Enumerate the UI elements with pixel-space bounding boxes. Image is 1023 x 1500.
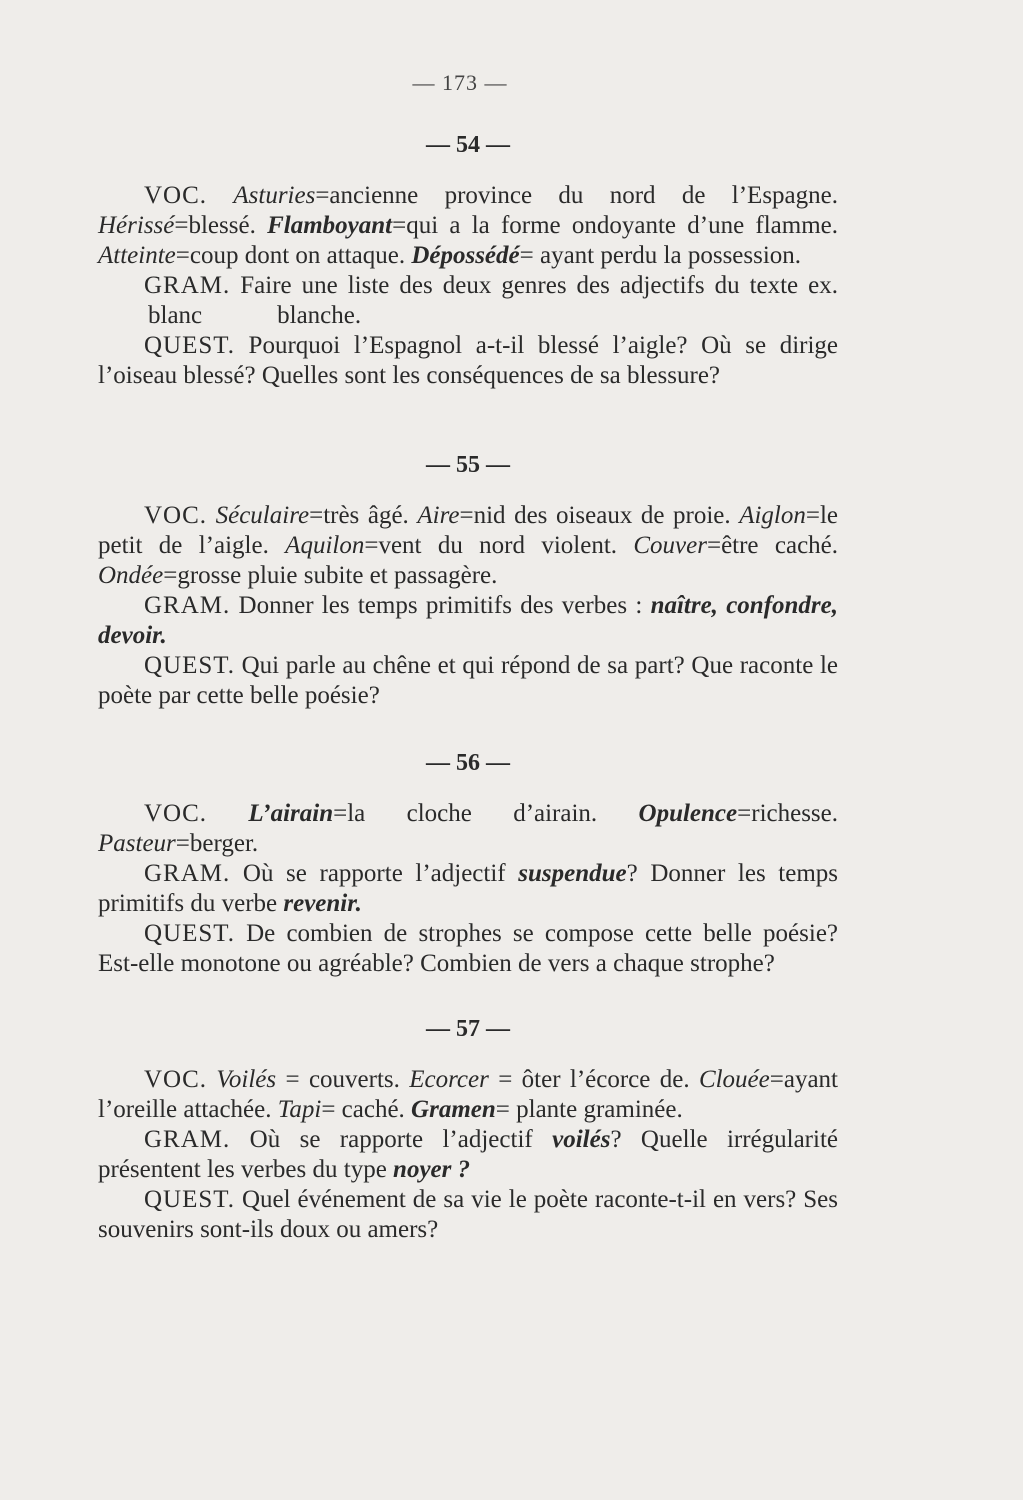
vocab-definition: =le petit de l’aigle.: [98, 502, 839, 559]
vocab-definition: = ayant perdu la possession.: [519, 242, 802, 269]
vocab-definition: =coup dont on attaque.: [175, 242, 406, 269]
vocab-term: Flamboyant: [267, 212, 393, 239]
voc-paragraph: [98, 1065, 838, 1125]
vocab-definition: =berger.: [175, 830, 259, 857]
vocab-term: Ondée: [98, 562, 164, 589]
gram-text: Donner les temps primitifs des verbes :: [238, 592, 643, 619]
vocab-definition: =la cloche d’airain.: [333, 800, 598, 827]
vocab-term: Tapi: [277, 1096, 322, 1123]
gram-text: Où se rapporte l’adjectif: [249, 1126, 533, 1153]
lesson-heading: — 55 —: [426, 452, 510, 478]
gram-example: blanche.: [277, 302, 362, 329]
vocab-term: Gramen: [411, 1096, 496, 1123]
vocab-term: Voilés: [216, 1066, 277, 1093]
lesson-heading: — 54 —: [426, 132, 510, 158]
gram-example: blanc: [148, 302, 203, 329]
vocab-term: Ecorcer: [409, 1066, 489, 1093]
vocab-definition: =qui a la forme ondoyante d’une flamme.: [392, 212, 838, 239]
voc-paragraph: [98, 799, 838, 859]
gram-label: GRAM.: [144, 860, 231, 887]
quest-text: Quel événement de sa vie le poète raconte-t-il en vers? Ses souvenirs sont-ils doux ou amers?: [98, 1186, 839, 1243]
quest-label: QUEST.: [144, 920, 235, 947]
voc-label: VOC.: [144, 800, 208, 827]
vocab-term: Aquilon: [285, 532, 365, 559]
gram-word: voilés: [552, 1126, 611, 1153]
vocab-definition: =blessé.: [174, 212, 256, 239]
gram-paragraph: [98, 1125, 838, 1185]
vocab-definition: = caché.: [321, 1096, 405, 1123]
gram-label: GRAM.: [144, 1126, 231, 1153]
vocab-definition: =nid des oiseaux de proie.: [459, 502, 731, 529]
quest-text: Qui parle au chêne et qui répond de sa part? Que raconte le poète par cette belle poésie?: [98, 652, 838, 709]
quest-paragraph: [98, 1185, 838, 1245]
quest-label: QUEST.: [144, 1186, 235, 1213]
vocab-definition: =richesse.: [737, 800, 839, 827]
vocab-definition: = ôter l’écorce de.: [488, 1066, 690, 1093]
vocab-term: Couver: [633, 532, 707, 559]
vocab-term: Opulence: [638, 800, 738, 827]
lesson-heading: — 56 —: [426, 750, 510, 776]
vocab-term: Pasteur: [98, 830, 176, 857]
gram-text: ? Donner les temps primitifs du verbe: [98, 860, 839, 917]
vocab-term: Aire: [417, 502, 460, 529]
vocab-term: Clouée: [698, 1066, 770, 1093]
voc-label: VOC.: [144, 1066, 208, 1093]
voc-paragraph: [98, 501, 838, 591]
vocab-term: Dépossédé: [411, 242, 520, 269]
vocab-definition: =ayant l’oreille attachée.: [98, 1066, 839, 1123]
quest-label: QUEST.: [144, 652, 235, 679]
lesson-57: [98, 1016, 838, 1245]
quest-paragraph: [98, 919, 838, 979]
vocab-term: Hérissé: [98, 212, 175, 239]
quest-text: De combien de strophes se compose cette belle poésie? Est-elle monotone ou agréable? Combien de vers a chaque strophe?: [98, 920, 839, 977]
vocab-definition: = couverts.: [276, 1066, 400, 1093]
vocab-term: L’airain: [248, 800, 334, 827]
quest-label: QUEST.: [144, 332, 235, 359]
vocab-definition: =vent du nord violent.: [364, 532, 618, 559]
lesson-54: [98, 132, 838, 391]
lesson-heading: — 57 —: [426, 1016, 510, 1042]
vocab-definition: = plante graminée.: [495, 1096, 683, 1123]
gram-text: Faire une liste des deux genres des adjectifs du texte ex.: [240, 272, 838, 299]
gram-paragraph: [98, 271, 838, 331]
lesson-55: [98, 452, 838, 711]
gram-word: noyer ?: [393, 1156, 471, 1183]
gram-paragraph: [98, 859, 838, 919]
voc-paragraph: [98, 181, 838, 271]
vocab-definition: =très âgé.: [309, 502, 409, 529]
gram-text: ? Quelle irrégularité présentent les verbes du type: [98, 1126, 838, 1183]
quest-text: Pourquoi l’Espagnol a-t-il blessé l’aigle? Où se dirige l’oiseau blessé? Quelles sont les conséquences de sa blessure?: [98, 332, 839, 389]
gram-verbs: naître, confondre, devoir.: [98, 592, 839, 649]
voc-label: VOC.: [144, 182, 208, 209]
vocab-term: Aiglon: [739, 502, 806, 529]
quest-paragraph: [98, 331, 838, 391]
vocab-definition: =grosse pluie subite et passagère.: [163, 562, 498, 589]
vocab-term: Asturies: [233, 182, 316, 209]
gram-word: revenir.: [283, 890, 362, 917]
gram-word: suspendue: [518, 860, 627, 887]
gram-label: GRAM.: [144, 592, 231, 619]
vocab-term: Séculaire: [215, 502, 310, 529]
vocab-definition: =ancienne province du nord de l’Espagne.: [315, 182, 838, 209]
page-number: — 173 —: [412, 70, 508, 95]
voc-label: VOC.: [144, 502, 208, 529]
gram-text: Où se rapporte l’adjectif: [242, 860, 506, 887]
vocab-definition: =être caché.: [706, 532, 839, 559]
quest-paragraph: [98, 651, 838, 711]
vocab-term: Atteinte: [98, 242, 176, 269]
lesson-56: [98, 750, 838, 979]
gram-label: GRAM.: [144, 272, 231, 299]
gram-paragraph: [98, 591, 838, 651]
